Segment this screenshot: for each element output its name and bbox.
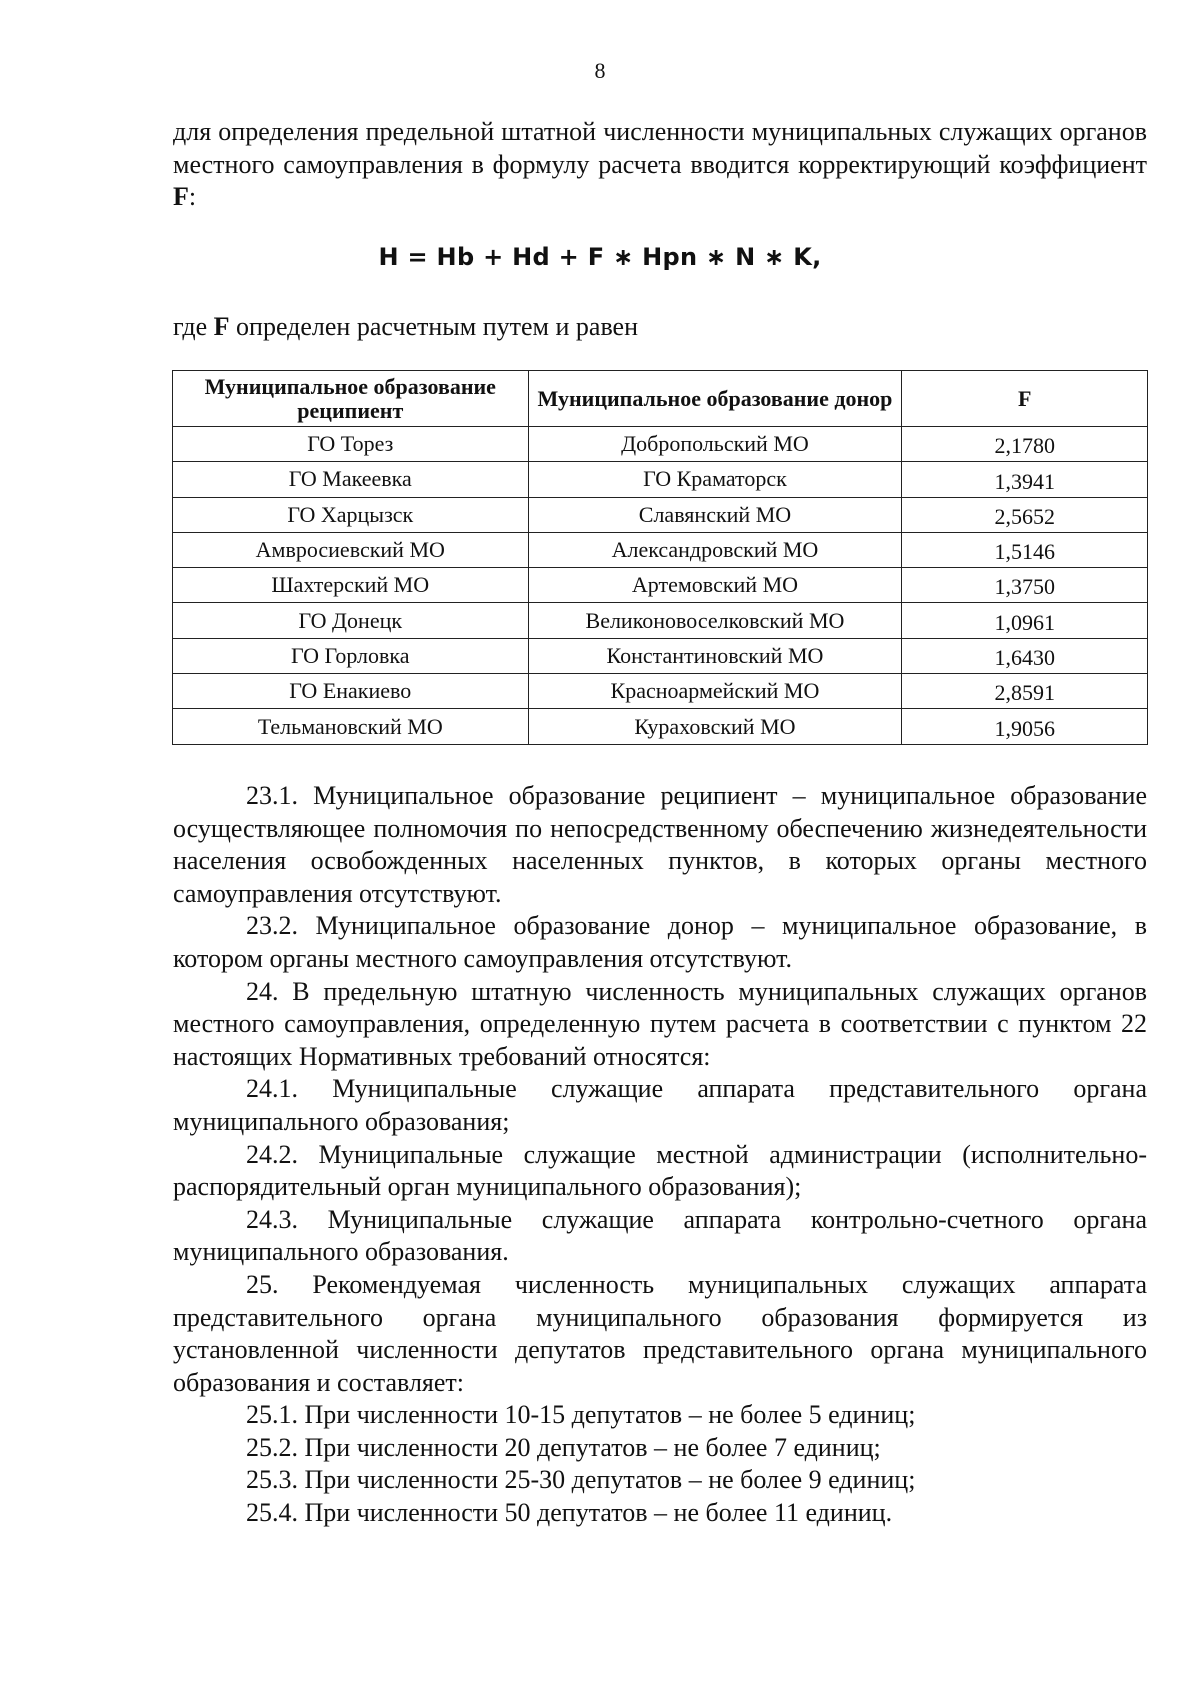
cell-f: 1,3750 [902, 568, 1148, 603]
cell-f: 1,0961 [902, 603, 1148, 638]
paragraph-25: 25. Рекомендуемая численность муниципальных служащих аппарата представительного органа муниципального образования формируется из установленной численности депутатов представительного органа муниципального образования и составляет: [173, 1269, 1147, 1397]
cell-f: 2,5652 [902, 497, 1148, 532]
where-line [173, 312, 638, 342]
table-row [173, 709, 1148, 744]
cell-donor: ГО Краматорск [528, 462, 902, 497]
cell-recipient: ГО Енакиево [173, 674, 529, 709]
cell-recipient: ГО Горловка [173, 638, 529, 673]
cell-f: 1,9056 [902, 709, 1148, 744]
header-donor: Муниципальное образование донор [528, 371, 902, 427]
where-suffix: определен расчетным путем и равен [229, 312, 639, 341]
paragraph-24-1: 24.1. Муниципальные служащие аппарата представительного органа муниципального образования; [173, 1074, 1147, 1136]
coefficient-table [172, 370, 1148, 745]
table-row [173, 497, 1148, 532]
intro-tail: : [188, 182, 197, 212]
cell-recipient: ГО Торез [173, 427, 529, 462]
cell-donor: Добропольский МО [528, 427, 902, 462]
header-f: F [902, 371, 1148, 427]
paragraph-25-3: 25.3. При численности 25-30 депутатов – не более 9 единиц; [246, 1465, 916, 1495]
body-paragraphs [173, 780, 1147, 1530]
intro-paragraph [173, 116, 1147, 214]
cell-donor: Артемовский МО [528, 568, 902, 603]
intro-text: для определения предельной штатной численности муниципальных служащих органов местного самоуправления в формулу расчета вводится корректирующий коэффициент [173, 117, 1147, 179]
intro-variable: F [173, 182, 189, 212]
cell-recipient: Амвросиевский МО [173, 532, 529, 567]
paragraph-25-1: 25.1. При численности 10-15 депутатов – не более 5 единиц; [246, 1400, 916, 1430]
header-recipient: Муниципальное образование реципиент [173, 371, 529, 427]
cell-donor: Александровский МО [528, 532, 902, 567]
where-variable: F [213, 312, 230, 341]
paragraph-24-2: 24.2. Муниципальные служащие местной администрации (исполнительно-распорядительный орган муниципального образования); [173, 1139, 1147, 1202]
table-row [173, 532, 1148, 567]
table-row [173, 638, 1148, 673]
table-row [173, 568, 1148, 603]
cell-recipient: ГО Харцызск [173, 497, 529, 532]
cell-f: 1,5146 [902, 532, 1148, 567]
paragraph-24-3: 24.3. Муниципальные служащие аппарата контрольно-счетного органа муниципального образования. [173, 1204, 1147, 1267]
paragraph-25-4: 25.4. При численности 50 депутатов – не более 11 единиц. [246, 1498, 893, 1528]
cell-donor: Славянский МО [528, 497, 902, 532]
table-row [173, 603, 1148, 638]
where-prefix: где [173, 312, 214, 341]
cell-f: 1,3941 [902, 462, 1148, 497]
table-row [173, 674, 1148, 709]
paragraph-23-1: 23.1. Муниципальное образование реципиент – муниципальное образование осуществляющее полномочия по непосредственному обеспечению жизнедеятельности населения освобожденных населенных пунктов, в которых органы местного самоуправления отсутствуют. [173, 781, 1147, 908]
cell-donor: Великоновоселковский МО [528, 603, 902, 638]
page-number: 8 [594, 58, 606, 83]
cell-f: 1,6430 [902, 638, 1148, 673]
cell-donor: Кураховский МО [528, 709, 902, 744]
paragraph-25-2: 25.2. При численности 20 депутатов – не более 7 единиц; [246, 1432, 881, 1462]
table-header-row [173, 371, 1148, 427]
cell-recipient: Тельмановский МО [173, 709, 529, 744]
cell-recipient: Шахтерский МО [173, 568, 529, 603]
cell-recipient: ГО Донецк [173, 603, 529, 638]
paragraph-23-2: 23.2. Муниципальное образование донор – муниципальное образование, в котором органы местного самоуправления отсутствуют. [173, 911, 1147, 973]
cell-donor: Красноармейский МО [528, 674, 902, 709]
cell-f: 2,1780 [902, 427, 1148, 462]
table-row [173, 462, 1148, 497]
cell-f: 2,8591 [902, 674, 1148, 709]
table-row [173, 427, 1148, 462]
cell-recipient: ГО Макеевка [173, 462, 529, 497]
paragraph-24: 24. В предельную штатную численность муниципальных служащих органов местного самоуправления, определенную путем расчета в соответствии с пунктом 22 настоящих Нормативных требований относятся: [173, 976, 1147, 1071]
formula: H = Hb + Hd + F ∗ Hpn ∗ N ∗ K, [378, 243, 822, 271]
cell-donor: Константиновский МО [528, 638, 902, 673]
